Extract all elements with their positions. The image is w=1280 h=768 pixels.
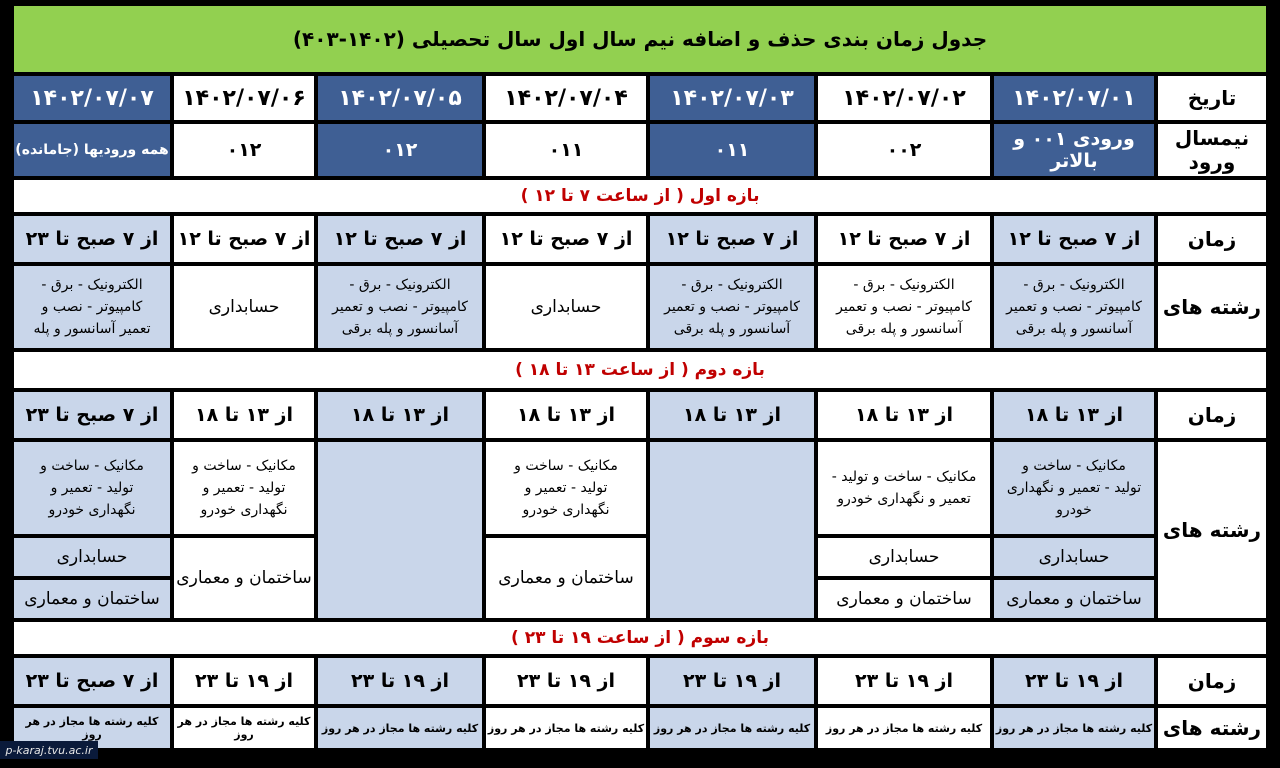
label-time-band1: زمان bbox=[1158, 216, 1266, 262]
band-third-header: بازه سوم ( از ساعت ۱۹ تا ۲۳ ) bbox=[14, 622, 1266, 654]
fields-b3-day-6: کلیه رشته ها مجاز در هر روز bbox=[174, 708, 314, 748]
fields-line: تعمیر آسانسور و پله bbox=[33, 321, 151, 337]
fields-line: الکترونیک - برق - bbox=[853, 277, 955, 293]
time-b3-day-4: از ۱۹ تا ۲۳ bbox=[486, 658, 646, 704]
label-time-band3: زمان bbox=[1158, 658, 1266, 704]
site-url-watermark: p-karaj.tvu.ac.ir bbox=[0, 741, 98, 759]
fields-b2-day-5-empty bbox=[318, 442, 482, 618]
fields-line: خودرو bbox=[1056, 502, 1092, 518]
label-fields-band2: رشته های bbox=[1158, 442, 1266, 618]
time-b3-day-5: از ۱۹ تا ۲۳ bbox=[318, 658, 482, 704]
fields-b2-day-1-accounting: حسابداری bbox=[994, 538, 1154, 576]
fields-line: تولید - تعمیر و bbox=[50, 480, 134, 496]
fields-line: مکانیک - ساخت و bbox=[1022, 458, 1126, 474]
semester-day-5: ۰۱۲ bbox=[318, 124, 482, 176]
time-b2-day-6: از ۱۳ تا ۱۸ bbox=[174, 392, 314, 438]
fields-b3-day-4: کلیه رشته ها مجاز در هر روز bbox=[486, 708, 646, 748]
fields-line: کامپیوتر - نصب و تعمیر bbox=[332, 299, 468, 315]
fields-line: الکترونیک - برق - bbox=[1023, 277, 1125, 293]
fields-b3-day-2: کلیه رشته ها مجاز در هر روز bbox=[818, 708, 990, 748]
time-b1-day-3: از ۷ صبح تا ۱۲ bbox=[650, 216, 814, 262]
fields-b3-day-1: کلیه رشته ها مجاز در هر روز bbox=[994, 708, 1154, 748]
fields-b3-day-5: کلیه رشته ها مجاز در هر روز bbox=[318, 708, 482, 748]
fields-b1-day-2 bbox=[818, 266, 990, 348]
fields-b2-day-4-architecture: ساختمان و معماری bbox=[486, 538, 646, 618]
time-b1-day-6: از ۷ صبح تا ۱۲ bbox=[174, 216, 314, 262]
fields-b2-day-1-mech bbox=[994, 442, 1154, 534]
fields-b2-day-3-empty bbox=[650, 442, 814, 618]
fields-line: نگهداری خودرو bbox=[522, 502, 610, 518]
time-b1-day-2: از ۷ صبح تا ۱۲ bbox=[818, 216, 990, 262]
fields-line: تولید - تعمیر و bbox=[524, 480, 608, 496]
fields-line: کامپیوتر - نصب و تعمیر bbox=[664, 299, 800, 315]
fields-b1-day-5 bbox=[318, 266, 482, 348]
fields-line: تعمیر و نگهداری خودرو bbox=[837, 491, 971, 507]
time-b3-day-1: از ۱۹ تا ۲۳ bbox=[994, 658, 1154, 704]
date-day-3: ۱۴۰۲/۰۷/۰۳ bbox=[650, 76, 814, 120]
semester-day-6: ۰۱۲ bbox=[174, 124, 314, 176]
fields-b1-day-3 bbox=[650, 266, 814, 348]
time-b2-day-7: از ۷ صبح تا ۲۳ bbox=[14, 392, 170, 438]
semester-day-3: ۰۱۱ bbox=[650, 124, 814, 176]
fields-b2-day-2-architecture: ساختمان و معماری bbox=[818, 580, 990, 618]
semester-day-4: ۰۱۱ bbox=[486, 124, 646, 176]
fields-b3-day-7: کلیه رشته ها مجاز در هر روز bbox=[14, 708, 170, 748]
fields-b2-day-4-mech bbox=[486, 442, 646, 534]
time-b3-day-3: از ۱۹ تا ۲۳ bbox=[650, 658, 814, 704]
label-semester: نیمسال ورود bbox=[1158, 124, 1266, 176]
time-b3-day-7: از ۷ صبح تا ۲۳ bbox=[14, 658, 170, 704]
fields-line: تولید - تعمیر و نگهداری bbox=[1006, 480, 1142, 496]
fields-b2-day-2-accounting: حسابداری bbox=[818, 538, 990, 576]
semester-day-1: ورودی ۰۰۱ و بالاتر bbox=[994, 124, 1154, 176]
time-b2-day-3: از ۱۳ تا ۱۸ bbox=[650, 392, 814, 438]
label-date: تاریخ bbox=[1158, 76, 1266, 120]
fields-line: مکانیک - ساخت و bbox=[192, 458, 296, 474]
fields-line: الکترونیک - برق - bbox=[349, 277, 451, 293]
date-day-4: ۱۴۰۲/۰۷/۰۴ bbox=[486, 76, 646, 120]
time-b2-day-2: از ۱۳ تا ۱۸ bbox=[818, 392, 990, 438]
time-b2-day-5: از ۱۳ تا ۱۸ bbox=[318, 392, 482, 438]
semester-day-2: ۰۰۲ bbox=[818, 124, 990, 176]
date-day-2: ۱۴۰۲/۰۷/۰۲ bbox=[818, 76, 990, 120]
fields-line: آسانسور و پله برقی bbox=[845, 321, 963, 337]
fields-line: نگهداری خودرو bbox=[200, 502, 288, 518]
fields-line: نگهداری خودرو bbox=[48, 502, 136, 518]
fields-b1-day-7 bbox=[14, 266, 170, 348]
fields-b1-day-1 bbox=[994, 266, 1154, 348]
fields-b1-day-6: حسابداری bbox=[174, 266, 314, 348]
time-b2-day-1: از ۱۳ تا ۱۸ bbox=[994, 392, 1154, 438]
fields-b2-day-6-architecture: ساختمان و معماری bbox=[174, 538, 314, 618]
fields-line: الکترونیک - برق - bbox=[681, 277, 783, 293]
semester-day-7: همه ورودیها (جامانده) bbox=[14, 124, 170, 176]
date-day-1: ۱۴۰۲/۰۷/۰۱ bbox=[994, 76, 1154, 120]
fields-line: تولید - تعمیر و bbox=[202, 480, 286, 496]
fields-b2-day-7-mech bbox=[14, 442, 170, 534]
date-day-5: ۱۴۰۲/۰۷/۰۵ bbox=[318, 76, 482, 120]
time-b3-day-6: از ۱۹ تا ۲۳ bbox=[174, 658, 314, 704]
fields-line: مکانیک - ساخت و bbox=[514, 458, 618, 474]
fields-b2-day-1-architecture: ساختمان و معماری bbox=[994, 580, 1154, 618]
fields-line: آسانسور و پله برقی bbox=[673, 321, 791, 337]
band-first-header: بازه اول ( از ساعت ۷ تا ۱۲ ) bbox=[14, 180, 1266, 212]
fields-line: کامپیوتر - نصب و bbox=[41, 299, 143, 315]
fields-line: الکترونیک - برق - bbox=[41, 277, 143, 293]
date-day-6: ۱۴۰۲/۰۷/۰۶ bbox=[174, 76, 314, 120]
time-b2-day-4: از ۱۳ تا ۱۸ bbox=[486, 392, 646, 438]
fields-line: کامپیوتر - نصب و تعمیر bbox=[836, 299, 972, 315]
time-b1-day-7: از ۷ صبح تا ۲۳ bbox=[14, 216, 170, 262]
fields-line: مکانیک - ساخت و تولید - bbox=[831, 469, 977, 485]
fields-b2-day-2-mech bbox=[818, 442, 990, 534]
band-second-header: بازه دوم ( از ساعت ۱۳ تا ۱۸ ) bbox=[14, 352, 1266, 388]
page-title: جدول زمان بندی حذف و اضافه نیم سال اول سال تحصیلی (۱۴۰۲-۴۰۳) bbox=[14, 6, 1266, 72]
fields-b2-day-7-architecture: ساختمان و معماری bbox=[14, 580, 170, 618]
fields-line: آسانسور و پله برقی bbox=[341, 321, 459, 337]
label-fields-band3: رشته های bbox=[1158, 708, 1266, 748]
date-day-7: ۱۴۰۲/۰۷/۰۷ bbox=[14, 76, 170, 120]
time-b1-day-4: از ۷ صبح تا ۱۲ bbox=[486, 216, 646, 262]
fields-line: کامپیوتر - نصب و تعمیر bbox=[1006, 299, 1142, 315]
time-b1-day-5: از ۷ صبح تا ۱۲ bbox=[318, 216, 482, 262]
fields-b2-day-7-accounting: حسابداری bbox=[14, 538, 170, 576]
label-time-band2: زمان bbox=[1158, 392, 1266, 438]
fields-b2-day-6-mech bbox=[174, 442, 314, 534]
label-fields-band1: رشته های bbox=[1158, 266, 1266, 348]
fields-line: آسانسور و پله برقی bbox=[1015, 321, 1133, 337]
time-b3-day-2: از ۱۹ تا ۲۳ bbox=[818, 658, 990, 704]
fields-b3-day-3: کلیه رشته ها مجاز در هر روز bbox=[650, 708, 814, 748]
fields-b1-day-4: حسابداری bbox=[486, 266, 646, 348]
time-b1-day-1: از ۷ صبح تا ۱۲ bbox=[994, 216, 1154, 262]
fields-line: مکانیک - ساخت و bbox=[40, 458, 144, 474]
